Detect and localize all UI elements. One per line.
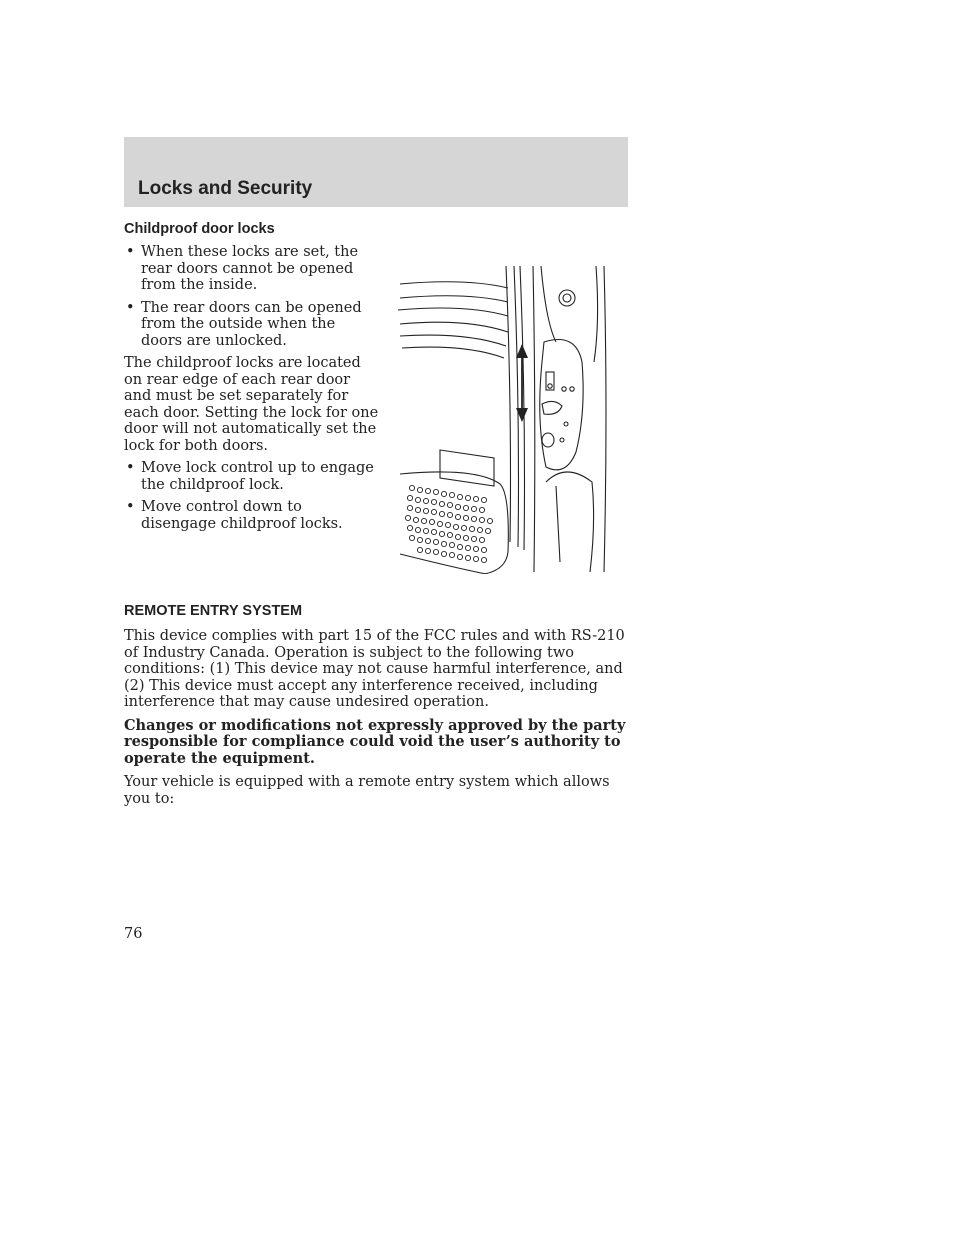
childproof-bullets-b	[124, 460, 380, 532]
childproof-text-column	[124, 244, 380, 538]
list-item: • The rear doors can be opened from the outside when the doors are unlocked.	[124, 300, 380, 350]
childproof-paragraph: The childproof locks are located on rear edge of each rear door and must be set separately for each door. Setting the lock for one door will not automatically set the lock for both doors.	[124, 355, 379, 454]
childproof-lock-illustration	[396, 262, 618, 574]
childproof-bullets-a	[124, 244, 380, 349]
section-header-band	[124, 137, 628, 207]
page-number: 76	[124, 926, 143, 942]
remote-entry-heading: REMOTE ENTRY SYSTEM	[124, 603, 303, 619]
list-item: • Move lock control up to engage the childproof lock.	[124, 460, 380, 493]
remote-entry-text	[124, 628, 630, 814]
list-item: • When these locks are set, the rear doors cannot be opened from the inside.	[124, 244, 380, 294]
remote-entry-intro: Your vehicle is equipped with a remote entry system which allows you to:	[124, 774, 610, 807]
list-item: • Move control down to disengage childproof locks.	[124, 499, 380, 532]
section-title: Locks and Security	[138, 178, 313, 199]
fcc-compliance-paragraph: This device complies with part 15 of the FCC rules and with RS-210 of Industry Canada. Operation is subject to the following two conditions: (1) This device may not cause harmful interference, and (2) This device must accept any interference received, including interference that may cause undesired operation.	[124, 628, 625, 710]
childproof-heading: Childproof door locks	[124, 221, 275, 237]
warning-paragraph: Changes or modifications not expressly approved by the party responsible for compliance could void the user’s authority to operate the equipment.	[124, 716, 626, 767]
